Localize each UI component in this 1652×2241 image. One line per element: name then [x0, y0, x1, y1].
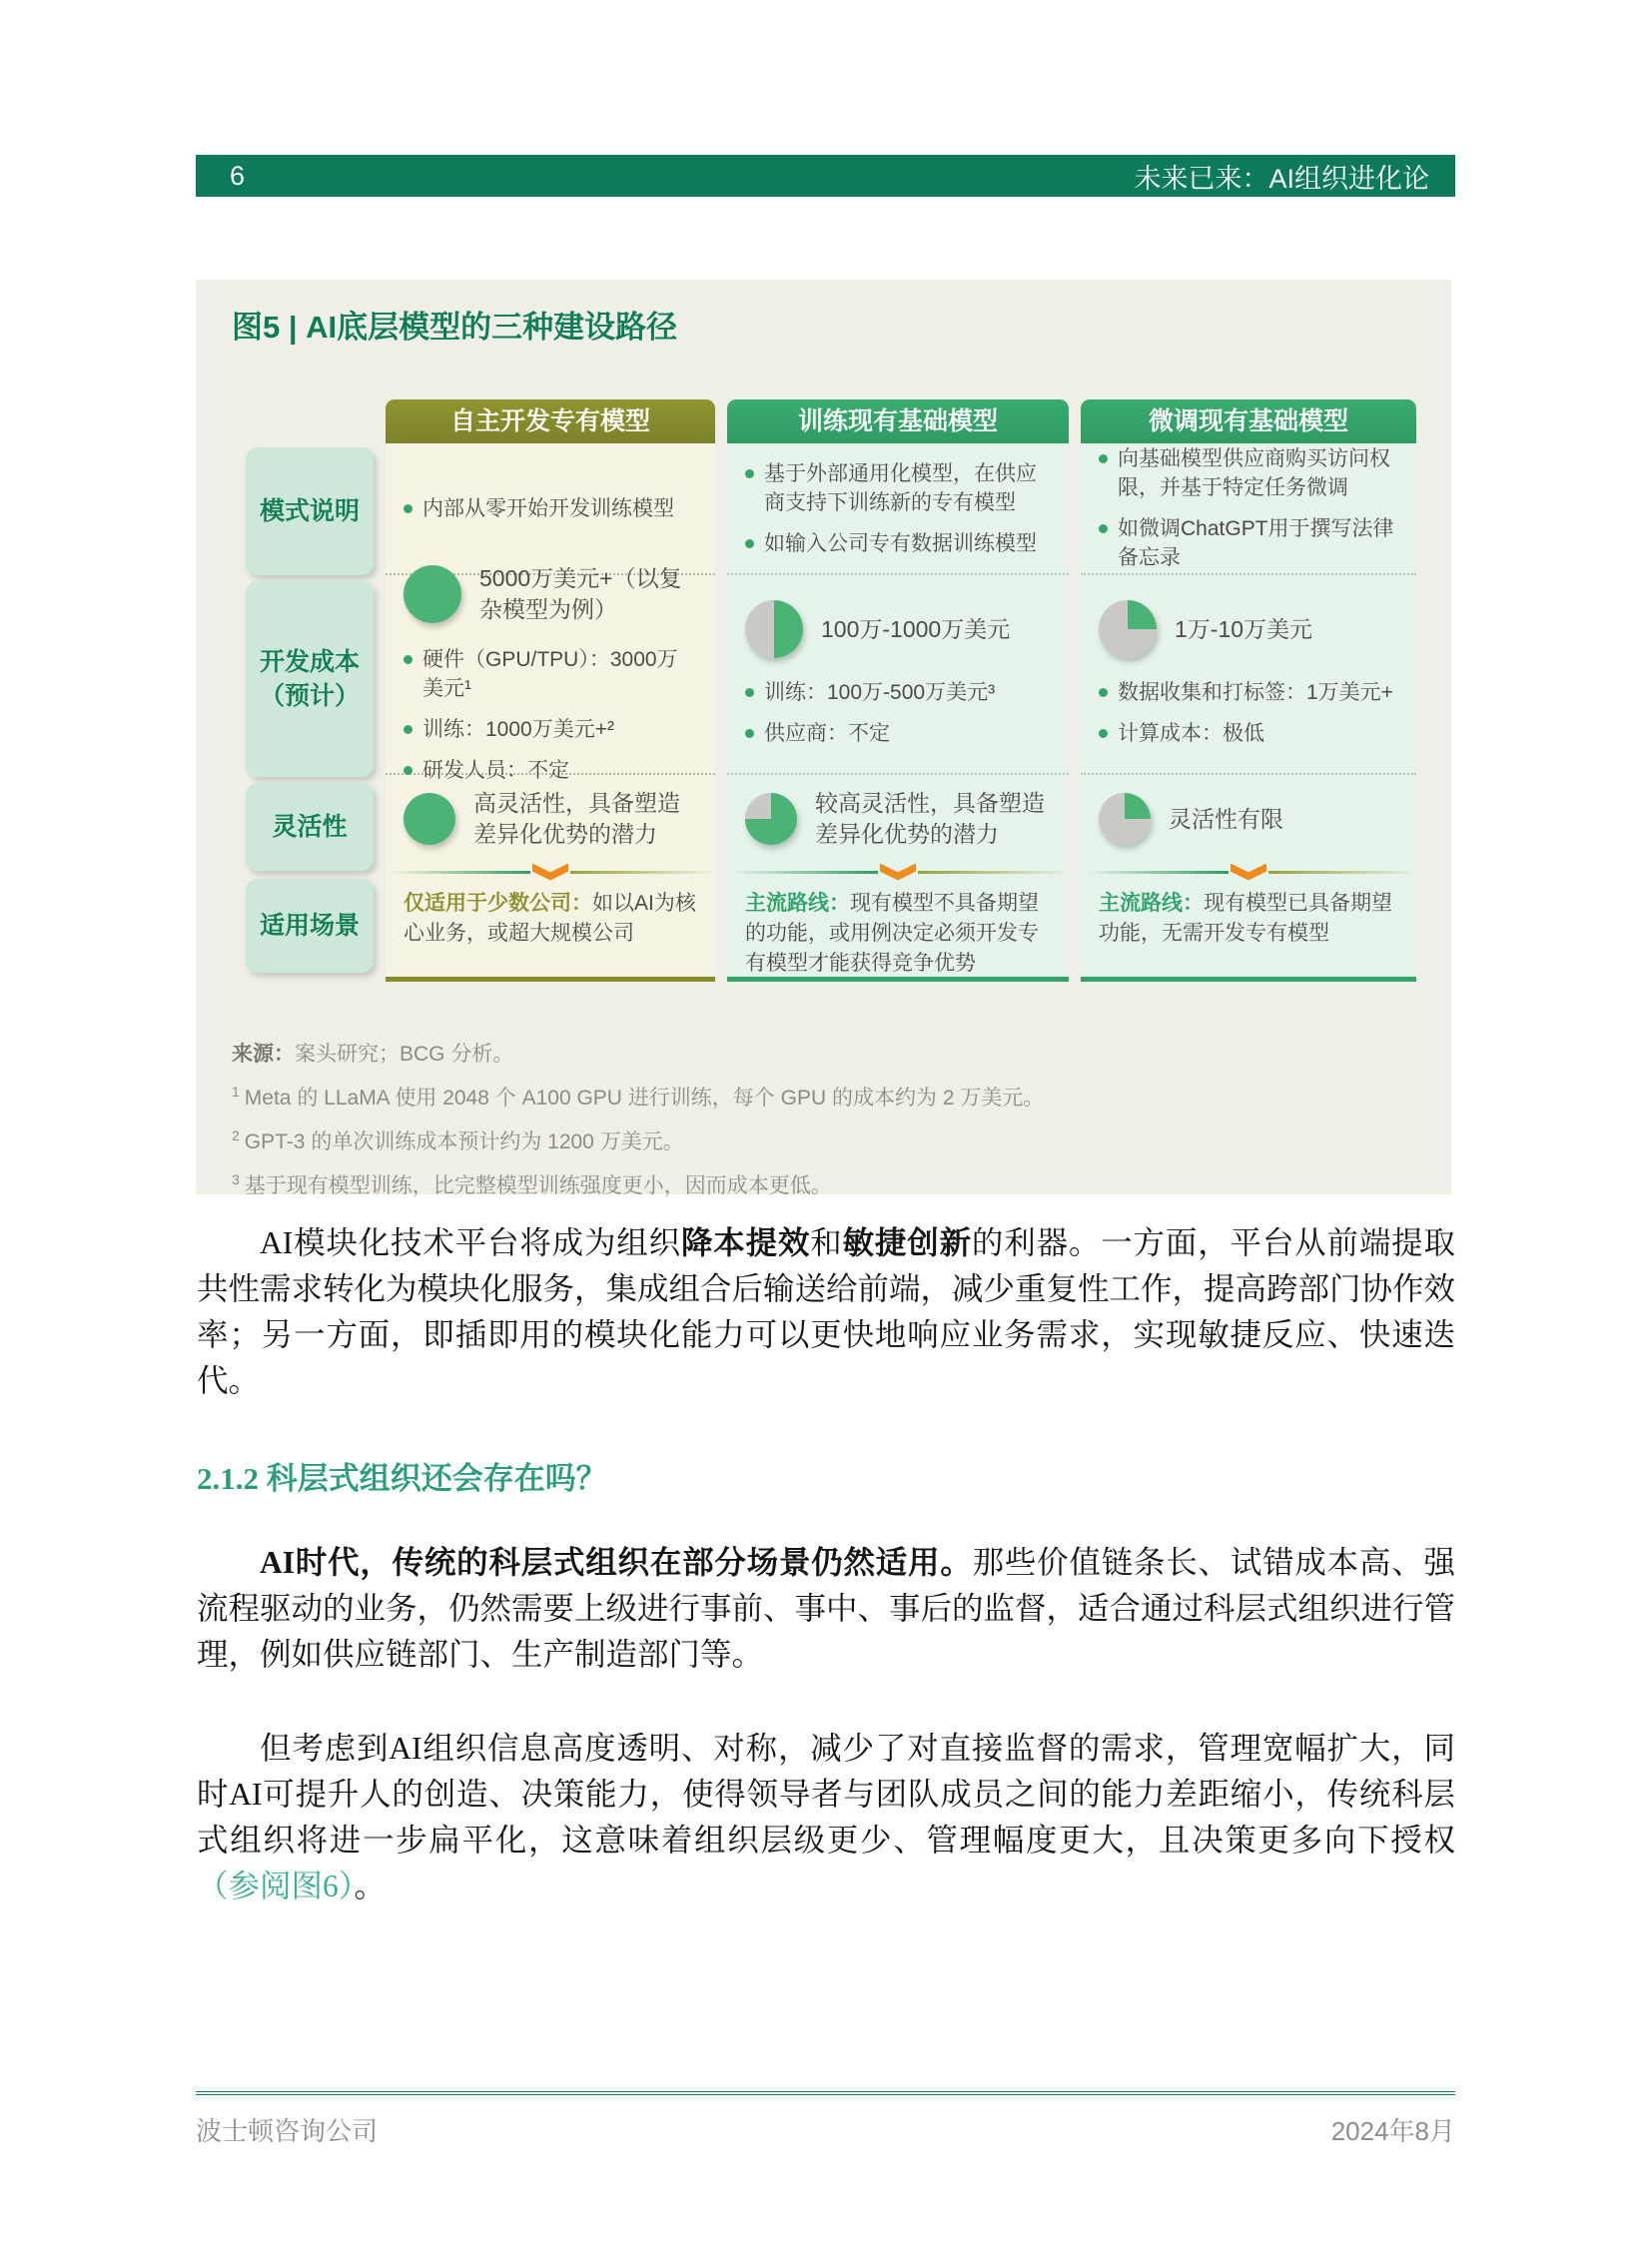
bullet-item: 向基础模型供应商购买访问权限，并基于特定任务微调 [1099, 444, 1398, 502]
footnote-1: $^1$ Meta 的 LLaMA 使用 2048 个 A100 GPU 进行训练，每个 GPU 的成本约为 2 万美元。 [232, 1084, 1045, 1110]
page-header-bar [196, 155, 1455, 197]
column-body [1081, 443, 1416, 982]
section-heading-2-1-2: 2.1.2 科层式组织还会存在吗？ [197, 1461, 607, 1496]
cell-dev-cost: 1万-10万美元 数据收集和打标签：1万美元+ 计算成本：极低 [1081, 575, 1416, 775]
cell-flexibility: 高灵活性，具备塑造差异化优势的潜力 [386, 775, 715, 863]
bullet-item: 硬件（GPU/TPU）：3000万美元¹ [404, 645, 697, 703]
column-train-existing [727, 399, 1069, 982]
cell-dev-cost: 100万-1000万美元 训练：100万-500万美元³ 供应商：不定 [727, 575, 1069, 775]
cell-mode-description [727, 443, 1069, 575]
page-footer [196, 2091, 1455, 2148]
bullet-item: 如微调ChatGPT用于撰写法律备忘录 [1099, 514, 1398, 572]
column-finetune-existing [1081, 399, 1416, 982]
row-label-column [246, 399, 374, 982]
figure-notes [232, 1041, 1044, 1209]
scenario-label: 主流路线： [1099, 892, 1204, 915]
bullet-item: 基于外部通用化模型，在供应商支持下训练新的专有模型 [745, 459, 1051, 517]
row-label-cost: 开发成本 （预计） [246, 581, 374, 777]
column-body [727, 443, 1069, 982]
pie-75-icon [745, 793, 797, 845]
column-self-develop [386, 399, 715, 982]
scenario-label: 仅适用于少数公司： [404, 892, 592, 915]
figure-title: 图5 | AI底层模型的三种建设路径 [232, 310, 678, 345]
row-label-mode: 模式说明 [246, 447, 374, 575]
pie-100-icon [404, 793, 455, 845]
pie-25-icon [1099, 793, 1151, 845]
bullet-item: 如输入公司专有数据训练模型 [745, 529, 1051, 558]
chevron-down-icon [532, 864, 568, 881]
pie-25-icon [1099, 600, 1157, 658]
chevron-down-icon [880, 864, 916, 881]
bullet-item: 计算成本：极低 [1099, 719, 1398, 748]
cell-dev-cost: 5000万美元+（以复杂模型为例） 硬件（GPU/TPU）：3000万美元¹ 训练：1000万美元+² 研发人员：不定 [386, 575, 715, 775]
pie-50-icon [745, 600, 803, 658]
cell-scenario: 主流路线：现有模型已具备期望功能，无需开发专有模型 [1099, 892, 1392, 945]
page-number: 6 [230, 160, 246, 191]
source-line: 来源：案头研究；BCG 分析。 [232, 1043, 514, 1066]
bullet-item: 数据收集和打标签：1万美元+ [1099, 678, 1398, 707]
row-label-flexibility: 灵活性 [246, 783, 374, 871]
footnote-2: $^2$ GPT-3 的单次训练成本预计约为 1200 万美元。 [232, 1127, 684, 1153]
paragraph-flatten: 但考虑到AI组织信息高度透明、对称，减少了对直接监督的需求，管理宽幅扩大，同时AI可提升人的创造、决策能力，使得领导者与团队成员之间的能力差距缩小，传统科层式组织将进一步扁平化，这意味着组织层级更少、管理幅度更大，且决策更多向下授权（参阅图6）。 [197, 1731, 1455, 1903]
cell-flexibility: 较高灵活性，具备塑造差异化优势的潜力 [727, 775, 1069, 863]
pie-100-icon [404, 565, 461, 623]
bullet-item: 研发人员：不定 [404, 756, 697, 785]
figure-table [246, 399, 1416, 982]
cell-scenario: 主流路线：现有模型不具备期望的功能，或用例决定必须开发专有模型才能获得竞争优势 [745, 892, 1039, 975]
gradient-divider [386, 863, 715, 881]
body-text [197, 1220, 1455, 1909]
cell-mode-description [1081, 443, 1416, 575]
row-label-scenario: 适用场景 [246, 879, 374, 973]
cell-scenario: 仅适用于少数公司：如以AI为核心业务，或超大规模公司 [404, 892, 696, 945]
footer-company: 波士顿咨询公司 [196, 2116, 379, 2146]
cell-flexibility: 灵活性有限 [1081, 775, 1416, 863]
chevron-down-icon [1231, 864, 1266, 881]
paragraph-hierarchy: AI时代，传统的科层式组织在部分场景仍然适用。那些价值链条长、试错成本高、强流程驱动的业务，仍然需要上级进行事前、事中、事后的监督，适合通过科层式组织进行管理，例如供应链部门、生产制造部门等。 [197, 1545, 1456, 1672]
figure-5-panel [196, 280, 1451, 1197]
gradient-divider [727, 863, 1069, 881]
footer-date: 2024年8月 [1330, 2116, 1455, 2146]
gradient-divider [1081, 863, 1416, 881]
bullet-item: 训练：100万-500万美元³ [745, 678, 1051, 707]
scenario-label: 主流路线： [745, 892, 850, 915]
doc-title: 未来已来：AI组织进化论 [1134, 163, 1429, 194]
column-header: 自主开发专有模型 [386, 399, 715, 443]
paragraph-platform: AI模块化技术平台将成为组织降本提效和敏捷创新的利器。一方面，平台从前端提取共性需求转化为模块化服务，集成组合后输送给前端，减少重复性工作，提高跨部门协作效率；另一方面，即插即用的模块化能力可以更快地响应业务需求，实现敏捷反应、快速迭代。 [197, 1225, 1456, 1398]
bullet-item: 内部从零开始开发训练模型 [404, 494, 697, 523]
column-header: 训练现有基础模型 [727, 399, 1069, 443]
footnote-3: $^3$ 基于现有模型训练，比完整模型训练强度更小，因而成本更低。 [232, 1171, 832, 1197]
column-body [386, 443, 715, 982]
cell-mode-description [386, 443, 715, 575]
figure-6-reference-link[interactable]: （参阅图6） [197, 1868, 355, 1903]
bullet-item: 供应商：不定 [745, 719, 1051, 748]
bullet-item: 训练：1000万美元+² [404, 715, 697, 744]
column-header: 微调现有基础模型 [1081, 399, 1416, 443]
